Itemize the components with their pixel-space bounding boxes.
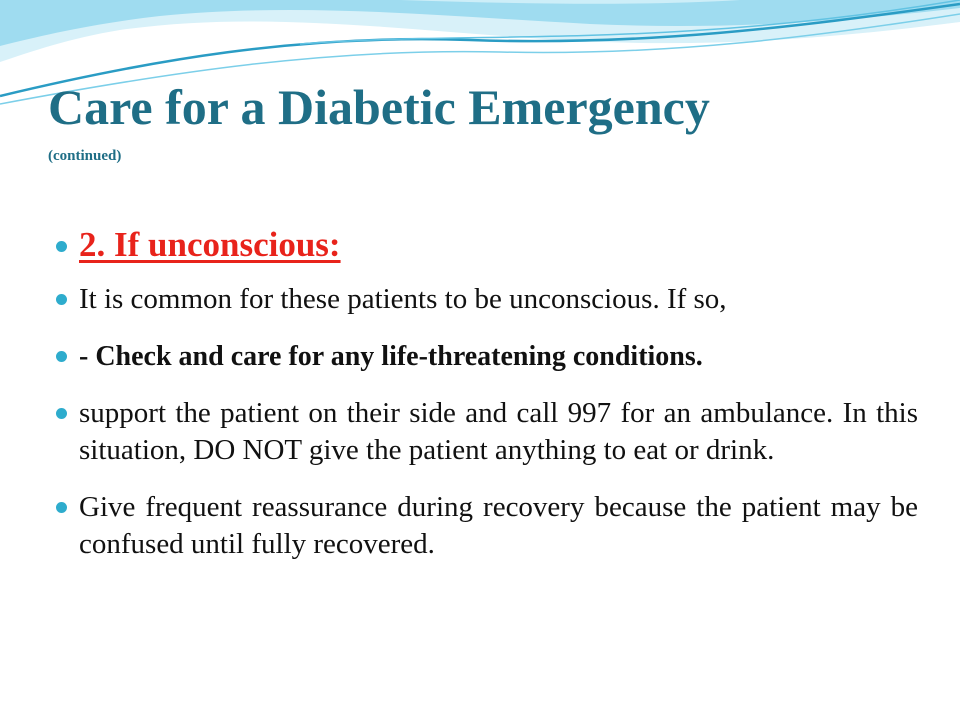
bullet-common-unconscious <box>56 281 918 318</box>
bullet-text: - Check and care for any life-threatening conditions. <box>79 341 703 372</box>
bullet-dot-icon <box>56 294 67 305</box>
slide-subtitle: (continued) <box>48 148 122 164</box>
bullet-heading-if-unconscious <box>56 226 918 263</box>
slide-title: Care for a Diabetic Emergency <box>48 79 710 135</box>
bullet-text: It is common for these patients to be unconscious. If so, <box>79 283 727 315</box>
bullet-support-patient <box>56 395 918 469</box>
bullet-text: support the patient on their side and call 997 for an ambulance. In this situation, DO NOT give the patient anything to eat or drink. <box>79 397 918 466</box>
bullet-dot-icon <box>56 408 67 419</box>
bullet-list <box>56 226 918 583</box>
bullet-dot-icon <box>56 241 67 252</box>
bullet-dot-icon <box>56 502 67 513</box>
bullet-dot-icon <box>56 351 67 362</box>
bullet-text: Give frequent reassurance during recovery because the patient may be confused until fully recovered. <box>79 491 918 560</box>
bullet-reassurance <box>56 489 918 563</box>
bullet-check-and-care <box>56 338 918 375</box>
bullet-text: 2. If unconscious: <box>79 225 341 264</box>
